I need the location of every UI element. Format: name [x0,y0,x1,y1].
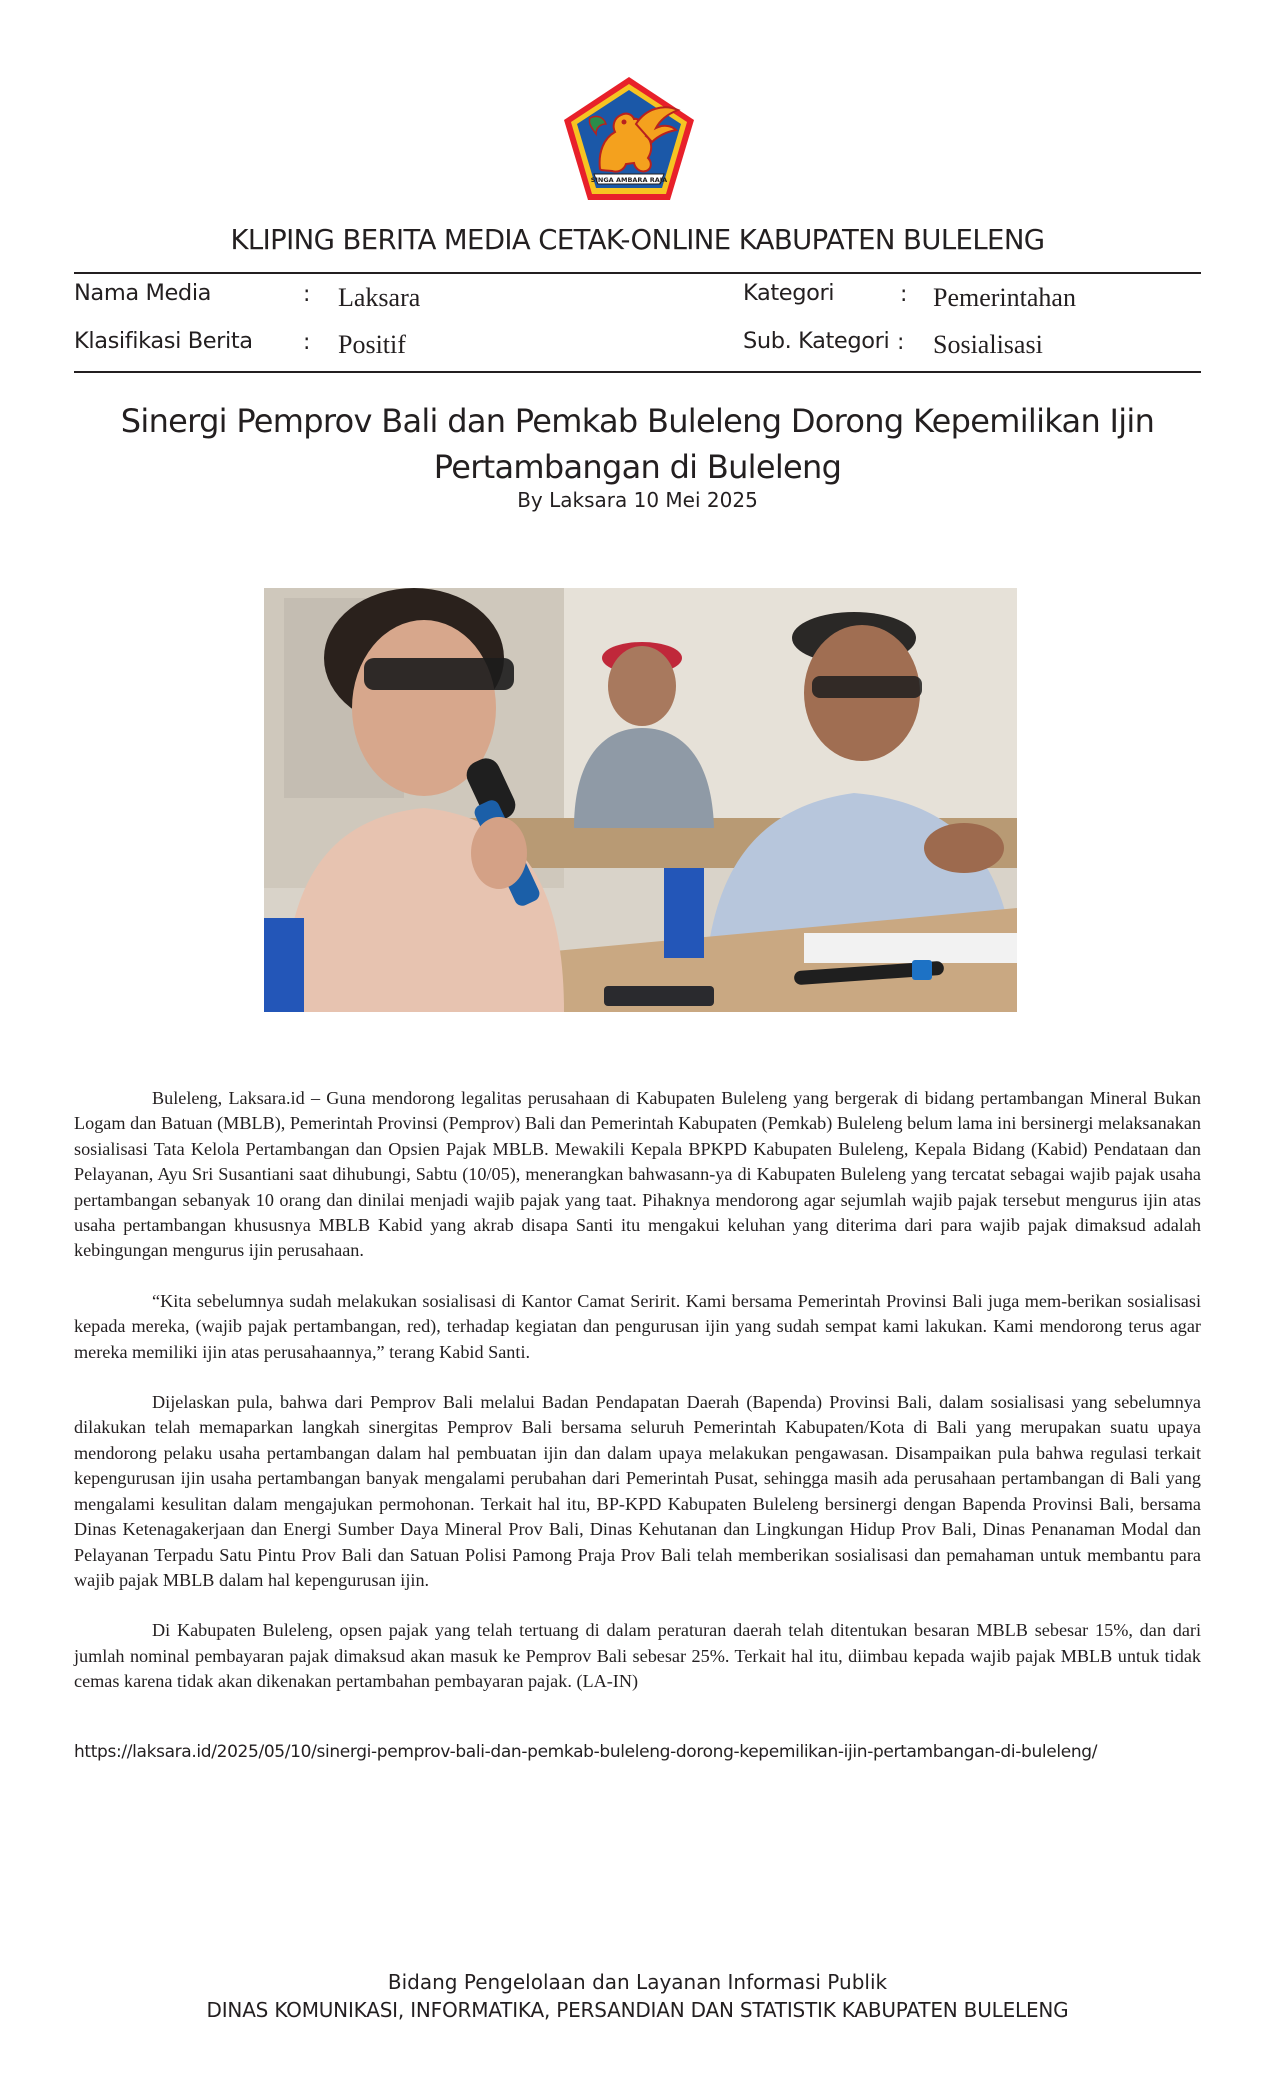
article-body [74,1086,1201,1720]
header-divider-bottom [74,371,1201,373]
singa-ambara-raja-emblem [560,74,698,204]
news-photo-illustration [264,588,1017,1012]
article-paragraph: Dijelaskan pula, bahwa dari Pemprov Bali melalui Badan Pendapatan Daerah (Bapenda) Provinsi Bali, dalam sosialisasi yang sebelumnya dilakukan telah memaparkan langkah sinergitas Pemprov Bali bersama seluruh Pemerintah Kabupaten/Kota di Bali yang merupakan suatu upaya mendorong pelaku usaha pertambangan dalam hal pembuatan ijin dan dalam upaya melakukan pengawasan. Disampaikan pula bahwa regulasi terkait kepengurusan ijin usaha pertambangan banyak mengalami perubahan dari Pemerintah Pusat, sehingga masih ada perusahaan pertambangan di Bali yang mengalami kesulitan dalam mengajukan permohonan. Terkait hal itu, BP-KPD Kabupaten Buleleng bersinergi dengan Bapenda Provinsi Bali, bersama Dinas Ketenagakerjaan dan Energi Sumber Daya Mineral Prov Bali, Dinas Kehutanan dan Lingkungan Hidup Prov Bali, Dinas Penanaman Modal dan Pelayanan Terpadu Satu Pintu Prov Bali dan Satuan Polisi Pamong Praja Prov Bali telah memberikan sosialisasi dan pemahaman untuk membantu para wajib pajak MBLB dalam hal kepengurusan ijin. [74,1392,1201,1590]
article-paragraph: “Kita sebelumnya sudah melakukan sosialisasi di Kantor Camat Seririt. Kami bersama Pemerintah Provinsi Bali juga mem-berikan sosialisasi kepada mereka, (wajib pajak pertambangan, red), terhadap kegiatan dan pengurusan ijin yang sudah sempat kami lakukan. Kami mendorong terus agar mereka memiliki ijin atas perusahaannya,” terang Kabid Santi. [74,1290,1201,1362]
source-url-link[interactable]: https://laksara.id/2025/05/10/sinergi-pemprov-bali-dan-pemkab-buleleng-dorong-kepemilikan-ijin-pertambangan-di-buleleng/ [74,1742,1098,1762]
article-title: Sinergi Pemprov Bali dan Pemkab Buleleng Dorong Kepemilikan Ijin Pertambangan di Buleleng [120,402,1155,486]
news-photo [264,588,1017,1012]
kategori-colon: : [900,282,908,307]
nama-media-value: Laksara [338,283,421,312]
article-byline: By Laksara 10 Mei 2025 [517,488,758,512]
sub-kategori-label: Sub. Kategori [743,328,890,354]
sub-kategori-value: Sosialisasi [933,330,1043,359]
footer-department: Bidang Pengelolaan dan Layanan Informasi Publik [387,1970,888,1994]
footer-agency: DINAS KOMUNIKASI, INFORMATIKA, PERSANDIAN DAN STATISTIK KABUPATEN BULELENG [206,1998,1069,2022]
nama-media-colon: : [303,282,311,307]
nama-media-label: Nama Media [74,280,212,306]
sub-kategori-colon: : [897,330,905,355]
kategori-label: Kategori [743,280,835,306]
kabupaten-buleleng-logo [560,74,698,204]
kliping-header-title: KLIPING BERITA MEDIA CETAK-ONLINE KABUPATEN BULELENG [230,224,1045,256]
header-divider-top [74,272,1201,274]
klasifikasi-berita-label: Klasifikasi Berita [74,328,253,354]
article-paragraph: Buleleng, Laksara.id – Guna mendorong legalitas perusahaan di Kabupaten Buleleng yang bergerak di bidang pertambangan Mineral Bukan Logam dan Batuan (MBLB), Pemerintah Provinsi (Pemprov) Bali dan Pemerintah Kabupaten (Pemkab) Buleleng belum lama ini bersinergi melaksanakan sosialisasi Tata Kelola Pertambangan dan Opsien Pajak MBLB. Mewakili Kepala BPKPD Kabupaten Buleleng, Kepala Bidang (Kabid) Pendataan dan Pelayanan, Ayu Sri Susantiani saat dihubungi, Sabtu (10/05), menerangkan bahwasann-ya di Kabupaten Buleleng yang tercatat sebagai wajib pajak usaha pertambangan sebanyak 10 orang dan dinilai menjadi wajib pajak yang taat. Pihaknya mendorong agar sejumlah wajib pajak tersebut mengurus ijin atas usaha pertambangan khususnya MBLB Kabid yang akrab disapa Santi itu mengakui keluhan yang diterima dari para wajib pajak dimaksud adalah kebingungan mengurus ijin perusahaan. [74,1088,1201,1261]
klasifikasi-berita-colon: : [303,330,311,355]
article-paragraph: Di Kabupaten Buleleng, opsen pajak yang telah tertuang di dalam peraturan daerah telah ditentukan besaran MBLB sebesar 15%, dan dari jumlah nominal pembayaran pajak dimaksud akan masuk ke Pemprov Bali sebesar 25%. Terkait hal itu, diimbau kepada wajib pajak MBLB untuk tidak cemas karena tidak akan dikenakan pertambahan pembayaran pajak. (LA-IN) [74,1620,1201,1692]
svg-text:SINGA AMBARA RAJA: SINGA AMBARA RAJA [590,176,668,184]
klasifikasi-berita-value: Positif [338,330,406,359]
kategori-value: Pemerintahan [933,283,1076,312]
